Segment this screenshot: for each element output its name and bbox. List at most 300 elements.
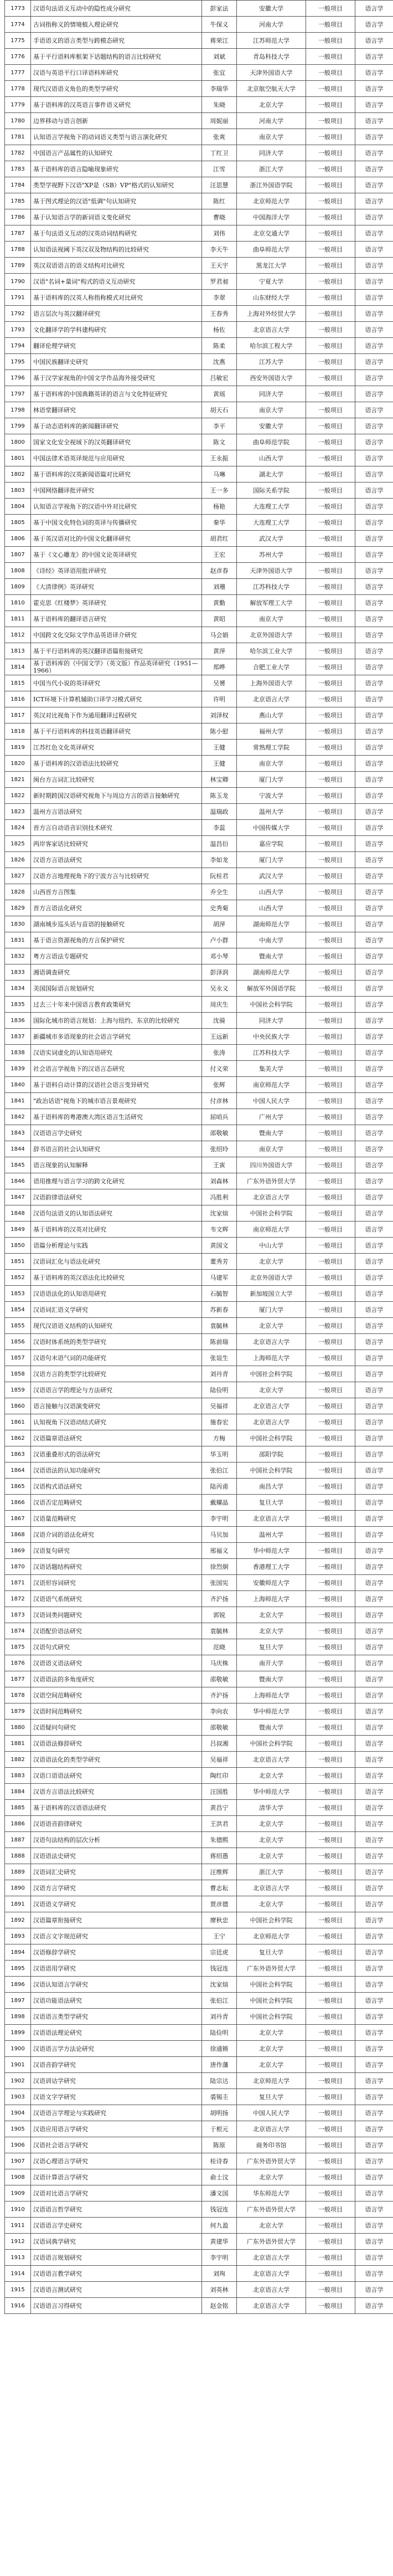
- project-title: 中国民族翻译史研究: [31, 354, 202, 370]
- project-number: 1779: [5, 97, 31, 113]
- project-number: 1837: [5, 1029, 31, 1045]
- principal-investigator: 苏新春: [202, 1302, 237, 1318]
- project-type: 一般项目: [306, 258, 355, 274]
- principal-investigator: 张辉: [202, 1077, 237, 1093]
- project-title: 汉语重叠形式的语法研究: [31, 1446, 202, 1463]
- discipline: 语言学: [355, 306, 393, 322]
- principal-investigator: 丁红卫: [202, 145, 237, 161]
- project-type: 一般项目: [306, 579, 355, 595]
- project-type: 一般项目: [306, 1, 355, 17]
- discipline: 语言学: [355, 1527, 393, 1543]
- table-row: [5, 386, 393, 402]
- project-title: 类型学视野下汉语"XP是（SB）VP"格式的认知研究: [31, 177, 202, 193]
- project-type: 一般项目: [306, 740, 355, 756]
- table-row: [5, 274, 393, 290]
- institution: 中山大学: [237, 1238, 306, 1254]
- project-title: 汉语对比语言学研究: [31, 2185, 202, 2202]
- project-number: 1916: [5, 2298, 31, 2314]
- institution: 广东外语外贸大学: [237, 1173, 306, 1189]
- table-row: [5, 1977, 393, 1993]
- project-title: 汉语篇章衔接研究: [31, 1912, 202, 1928]
- project-type: 一般项目: [306, 2202, 355, 2218]
- institution: 南京大学: [237, 129, 306, 145]
- project-type: 一般项目: [306, 1687, 355, 1703]
- table-row: [5, 1768, 393, 1784]
- project-number: 1909: [5, 2185, 31, 2202]
- project-number: 1866: [5, 1495, 31, 1511]
- project-title: 汉语句法语义的认知语法研究: [31, 1205, 202, 1222]
- project-title: 现代汉语语义结构的认知研究: [31, 1318, 202, 1334]
- project-number: 1906: [5, 2137, 31, 2153]
- project-title: "政治话语"视角下的城市语言景观研究: [31, 1093, 202, 1109]
- project-type: 一般项目: [306, 2282, 355, 2298]
- project-title: 基于平行语料库框架下话题结构的语言比较研究: [31, 49, 202, 65]
- discipline: 语言学: [355, 113, 393, 129]
- institution: 武汉大学: [237, 531, 306, 547]
- project-title: 边界移动与语言创新: [31, 113, 202, 129]
- institution: 同济大学: [237, 1013, 306, 1029]
- project-title: ICT环境下计算机辅助口译学习模式研究: [31, 691, 202, 707]
- project-type: 一般项目: [306, 1848, 355, 1864]
- discipline: 语言学: [355, 386, 393, 402]
- principal-investigator: 许明: [202, 691, 237, 707]
- project-type: 一般项目: [306, 483, 355, 499]
- table-row: [5, 932, 393, 948]
- project-number: 1899: [5, 2025, 31, 2041]
- discipline: 语言学: [355, 1446, 393, 1463]
- institution: 山西大学: [237, 884, 306, 900]
- discipline: 语言学: [355, 2298, 393, 2314]
- institution: 中国社会科学院: [237, 997, 306, 1013]
- discipline: 语言学: [355, 2234, 393, 2250]
- project-title: 手语语义的语言类型与跨模态研究: [31, 33, 202, 49]
- project-title: 语篇分析理论与实践: [31, 1238, 202, 1254]
- discipline: 语言学: [355, 756, 393, 772]
- table-row: [5, 2121, 393, 2137]
- discipline: 语言学: [355, 1045, 393, 1061]
- project-title: 汉语言文字规范研究: [31, 1928, 202, 1944]
- project-type: 一般项目: [306, 531, 355, 547]
- project-title: 汉语语言哲学研究: [31, 2202, 202, 2218]
- table-row: [5, 1189, 393, 1205]
- institution: 北京大学: [237, 1848, 306, 1864]
- project-title: 汉语语法理论研究: [31, 2025, 202, 2041]
- project-type: 一般项目: [306, 113, 355, 129]
- project-number: 1904: [5, 2105, 31, 2121]
- principal-investigator: 刘英林: [202, 2282, 237, 2298]
- table-row: [5, 1591, 393, 1607]
- project-number: 1888: [5, 1848, 31, 1864]
- table-row: [5, 1607, 393, 1623]
- discipline: 语言学: [355, 161, 393, 177]
- project-title: 国际化城市的语言规划：上海与纽约、东京的比较研究: [31, 1013, 202, 1029]
- principal-investigator: 陈文: [202, 434, 237, 450]
- table-row: [5, 659, 393, 675]
- principal-investigator: 周庆生: [202, 997, 237, 1013]
- institution: 北京大学: [237, 1607, 306, 1623]
- project-type: 一般项目: [306, 1912, 355, 1928]
- project-title: 汉语方言语法比较研究: [31, 1784, 202, 1800]
- discipline: 语言学: [355, 900, 393, 916]
- table-row: [5, 1398, 393, 1414]
- project-title: 中国法律术语英译规范与应用研究: [31, 450, 202, 466]
- project-type: 一般项目: [306, 1832, 355, 1848]
- project-number: 1897: [5, 1993, 31, 2009]
- project-type: 一般项目: [306, 1414, 355, 1430]
- project-title: 汉语篇章语法研究: [31, 1430, 202, 1446]
- discipline: 语言学: [355, 1752, 393, 1768]
- project-number: 1830: [5, 916, 31, 932]
- project-number: 1831: [5, 932, 31, 948]
- project-type: 一般项目: [306, 1382, 355, 1398]
- discipline: 语言学: [355, 129, 393, 145]
- project-title: 汉语语法的多角度研究: [31, 1671, 202, 1687]
- principal-investigator: 赵彦春: [202, 563, 237, 579]
- project-title: 新疆城市多语现象的社会语言学研究: [31, 1029, 202, 1045]
- principal-investigator: 裘锡圭: [202, 2089, 237, 2105]
- project-title: 汉语语法的认知功能研究: [31, 1463, 202, 1479]
- project-number: 1842: [5, 1109, 31, 1125]
- project-number: 1863: [5, 1446, 31, 1463]
- table-row: [5, 161, 393, 177]
- discipline: 语言学: [355, 2153, 393, 2169]
- institution: 西安外国语大学: [237, 370, 306, 386]
- project-title: 汉语文字学研究: [31, 2089, 202, 2105]
- institution: 复旦大学: [237, 2089, 306, 2105]
- project-type: 一般项目: [306, 1591, 355, 1607]
- project-number: 1907: [5, 2153, 31, 2169]
- project-type: 一般项目: [306, 820, 355, 836]
- project-title: 基于语料库的汉英人称指称模式对比研究: [31, 290, 202, 306]
- institution: 山西大学: [237, 900, 306, 916]
- table-row: [5, 788, 393, 804]
- institution: 清华大学: [237, 1800, 306, 1816]
- discipline: 语言学: [355, 258, 393, 274]
- table-row: [5, 852, 393, 868]
- project-type: 一般项目: [306, 370, 355, 386]
- principal-investigator: 王远新: [202, 1029, 237, 1045]
- project-type: 一般项目: [306, 1222, 355, 1238]
- discipline: 语言学: [355, 418, 393, 434]
- table-row: [5, 2202, 393, 2218]
- institution: 集美大学: [237, 1061, 306, 1077]
- project-type: 一般项目: [306, 2266, 355, 2282]
- institution: 北京师范大学: [237, 2073, 306, 2089]
- project-type: 一般项目: [306, 2121, 355, 2137]
- institution: 北京语言大学: [237, 1511, 306, 1527]
- institution: 厦门大学: [237, 772, 306, 788]
- table-row: [5, 1077, 393, 1093]
- project-title: 汉语方言地理视角下的宁波方言与比较研究: [31, 868, 202, 884]
- project-title: 汉语否定范畴研究: [31, 1495, 202, 1511]
- project-number: 1808: [5, 563, 31, 579]
- discipline: 语言学: [355, 1768, 393, 1784]
- project-number: 1814: [5, 659, 31, 675]
- institution: 上海对外经贸大学: [237, 306, 306, 322]
- project-number: 1833: [5, 964, 31, 981]
- institution: 同济大学: [237, 145, 306, 161]
- table-row: [5, 402, 393, 418]
- table-row: [5, 242, 393, 258]
- project-number: 1884: [5, 1784, 31, 1800]
- table-row: [5, 900, 393, 916]
- table-row: [5, 225, 393, 242]
- principal-investigator: 曹志耘: [202, 1880, 237, 1896]
- project-type: 一般项目: [306, 1029, 355, 1045]
- project-number: 1781: [5, 129, 31, 145]
- institution: 江苏科技大学: [237, 579, 306, 595]
- project-title: 基于语料库的粤港澳大湾区语言生活研究: [31, 1109, 202, 1125]
- project-title: 汉语与英语平行口译语料库研究: [31, 65, 202, 81]
- project-number: 1849: [5, 1222, 31, 1238]
- project-number: 1845: [5, 1157, 31, 1173]
- principal-investigator: 黄萍: [202, 643, 237, 659]
- project-type: 一般项目: [306, 242, 355, 258]
- discipline: 语言学: [355, 354, 393, 370]
- project-title: 认知视角下汉语动结式研究: [31, 1414, 202, 1430]
- project-type: 一般项目: [306, 1254, 355, 1270]
- project-type: 一般项目: [306, 1366, 355, 1382]
- project-type: 一般项目: [306, 788, 355, 804]
- discipline: 语言学: [355, 1655, 393, 1671]
- project-number: 1792: [5, 306, 31, 322]
- project-type: 一般项目: [306, 948, 355, 964]
- discipline: 语言学: [355, 2105, 393, 2121]
- project-title: 汉语语义学研究: [31, 1896, 202, 1912]
- principal-investigator: 刘丹青: [202, 2009, 237, 2025]
- principal-investigator: 罗君昶: [202, 274, 237, 290]
- discipline: 语言学: [355, 788, 393, 804]
- principal-investigator: 周妮丽: [202, 113, 237, 129]
- principal-investigator: 王一多: [202, 483, 237, 499]
- project-type: 一般项目: [306, 1928, 355, 1944]
- discipline: 语言学: [355, 740, 393, 756]
- institution: 北京师范大学: [237, 193, 306, 209]
- project-title: 晋方言自动语音识别技术研究: [31, 820, 202, 836]
- project-number: 1838: [5, 1045, 31, 1061]
- principal-investigator: 黄瑶: [202, 386, 237, 402]
- principal-investigator: 贾彦德: [202, 1896, 237, 1912]
- project-number: 1782: [5, 145, 31, 161]
- discipline: 语言学: [355, 1575, 393, 1591]
- table-row: [5, 2282, 393, 2298]
- project-title: 汉语"名词+量词"构式的语义互动研究: [31, 274, 202, 290]
- project-number: 1867: [5, 1511, 31, 1527]
- project-number: 1864: [5, 1463, 31, 1479]
- project-type: 一般项目: [306, 2185, 355, 2202]
- project-number: 1865: [5, 1479, 31, 1495]
- institution: 安徽大学: [237, 418, 306, 434]
- table-row: [5, 1880, 393, 1896]
- principal-investigator: 马琳: [202, 466, 237, 483]
- institution: 北京大学: [237, 2025, 306, 2041]
- discipline: 语言学: [355, 49, 393, 65]
- table-row: [5, 1205, 393, 1222]
- institution: 湖北大学: [237, 466, 306, 483]
- principal-investigator: 廖秋忠: [202, 1912, 237, 1928]
- principal-investigator: 陈玉龙: [202, 788, 237, 804]
- project-title: 中国网络翻译批评研究: [31, 483, 202, 499]
- project-title: 基于语料库的中国典籍英译的语言与文化特征研究: [31, 386, 202, 402]
- table-row: [5, 2153, 393, 2169]
- principal-investigator: 刘丹青: [202, 1366, 237, 1382]
- project-type: 一般项目: [306, 1720, 355, 1736]
- project-type: 一般项目: [306, 1463, 355, 1479]
- project-title: 基于语料库的英汉语法化比较研究: [31, 1270, 202, 1286]
- discipline: 语言学: [355, 611, 393, 627]
- project-number: 1778: [5, 81, 31, 97]
- institution: 上海师范大学: [237, 1591, 306, 1607]
- project-title: 山西晋方言图集: [31, 884, 202, 900]
- table-row: [5, 804, 393, 820]
- project-number: 1871: [5, 1575, 31, 1591]
- institution: 北京语言大学: [237, 1334, 306, 1350]
- table-row: [5, 1639, 393, 1655]
- principal-investigator: 马建军: [202, 1270, 237, 1286]
- project-number: 1805: [5, 515, 31, 531]
- table-row: [5, 499, 393, 515]
- project-number: 1802: [5, 466, 31, 483]
- principal-investigator: 秦华: [202, 515, 237, 531]
- table-row: [5, 483, 393, 499]
- principal-investigator: 李平: [202, 418, 237, 434]
- principal-investigator: 牛保义: [202, 17, 237, 33]
- project-title: 基于动态语料库的新闻翻译研究: [31, 418, 202, 434]
- table-row: [5, 1254, 393, 1270]
- principal-investigator: 蒋绍愚: [202, 1848, 237, 1864]
- project-title: 汉语口语语法研究: [31, 1768, 202, 1784]
- principal-investigator: 邢福义: [202, 1543, 237, 1559]
- discipline: 语言学: [355, 1, 393, 17]
- table-row: [5, 1832, 393, 1848]
- project-type: 一般项目: [306, 1655, 355, 1671]
- project-title: 汉语句法语义互动中的隐性成分研究: [31, 1, 202, 17]
- discipline: 语言学: [355, 1832, 393, 1848]
- project-type: 一般项目: [306, 1045, 355, 1061]
- institution: 香港理工大学: [237, 1559, 306, 1575]
- project-number: 1777: [5, 65, 31, 81]
- table-row: [5, 627, 393, 643]
- discipline: 语言学: [355, 1848, 393, 1864]
- principal-investigator: 袁毓林: [202, 1318, 237, 1334]
- table-row: [5, 691, 393, 707]
- principal-investigator: 沈家煊: [202, 1205, 237, 1222]
- discipline: 语言学: [355, 1286, 393, 1302]
- discipline: 语言学: [355, 1800, 393, 1816]
- principal-investigator: 胡君红: [202, 531, 237, 547]
- discipline: 语言学: [355, 1318, 393, 1334]
- institution: 北京大学: [237, 97, 306, 113]
- discipline: 语言学: [355, 1720, 393, 1736]
- table-row: [5, 1848, 393, 1864]
- discipline: 语言学: [355, 723, 393, 740]
- principal-investigator: 董秀芳: [202, 1254, 237, 1270]
- project-type: 一般项目: [306, 1543, 355, 1559]
- discipline: 语言学: [355, 579, 393, 595]
- project-type: 一般项目: [306, 81, 355, 97]
- project-title: 古词指称义的情境植入理论研究: [31, 17, 202, 33]
- institution: 南昌大学: [237, 1479, 306, 1495]
- principal-investigator: 刘伟: [202, 225, 237, 242]
- project-type: 一般项目: [306, 916, 355, 932]
- project-title: 国家文化安全视域下的汉英翻译研究: [31, 434, 202, 450]
- principal-investigator: 马会娟: [202, 627, 237, 643]
- table-row: [5, 2185, 393, 2202]
- table-row: [5, 1896, 393, 1912]
- discipline: 语言学: [355, 338, 393, 354]
- table-row: [5, 49, 393, 65]
- discipline: 语言学: [355, 1511, 393, 1527]
- table-row: [5, 531, 393, 547]
- discipline: 语言学: [355, 1334, 393, 1350]
- table-row: [5, 1446, 393, 1463]
- discipline: 语言学: [355, 916, 393, 932]
- project-number: 1799: [5, 418, 31, 434]
- project-type: 一般项目: [306, 515, 355, 531]
- discipline: 语言学: [355, 370, 393, 386]
- project-number: 1812: [5, 627, 31, 643]
- project-type: 一般项目: [306, 2089, 355, 2105]
- project-title: 语言接触与汉语演变研究: [31, 1398, 202, 1414]
- project-type: 一般项目: [306, 1752, 355, 1768]
- discipline: 语言学: [355, 707, 393, 723]
- discipline: 语言学: [355, 466, 393, 483]
- principal-investigator: 韦文辉: [202, 1222, 237, 1238]
- project-number: 1913: [5, 2250, 31, 2266]
- principal-investigator: 李宇明: [202, 1511, 237, 1527]
- principal-investigator: 齐沪扬: [202, 1591, 237, 1607]
- institution: 中国社会科学院: [237, 2009, 306, 2025]
- table-row: [5, 1655, 393, 1671]
- project-title: 现代汉语语义角色的类型学研究: [31, 81, 202, 97]
- discipline: 语言学: [355, 1543, 393, 1559]
- principal-investigator: 王永振: [202, 450, 237, 466]
- institution: 邵阳学院: [237, 1446, 306, 1463]
- discipline: 语言学: [355, 193, 393, 209]
- project-type: 一般项目: [306, 2218, 355, 2234]
- project-number: 1819: [5, 740, 31, 756]
- table-row: [5, 1125, 393, 1141]
- principal-investigator: 刘森林: [202, 1173, 237, 1189]
- project-number: 1795: [5, 354, 31, 370]
- discipline: 语言学: [355, 2185, 393, 2202]
- table-row: [5, 1141, 393, 1157]
- principal-investigator: 曹晓: [202, 209, 237, 225]
- project-title: 基于英汉语对比的中国文化翻译研究: [31, 531, 202, 547]
- institution: 江苏大学: [237, 354, 306, 370]
- project-number: 1891: [5, 1896, 31, 1912]
- institution: 上海师范大学: [237, 1350, 306, 1366]
- project-number: 1902: [5, 2073, 31, 2089]
- project-type: 一般项目: [306, 1623, 355, 1639]
- principal-investigator: 胡天石: [202, 402, 237, 418]
- project-number: 1783: [5, 161, 31, 177]
- project-type: 一般项目: [306, 354, 355, 370]
- table-row: [5, 579, 393, 595]
- project-type: 一般项目: [306, 2009, 355, 2025]
- discipline: 语言学: [355, 932, 393, 948]
- institution: 新加坡国立大学: [237, 1286, 306, 1302]
- project-title: 汉语语法史研究: [31, 1848, 202, 1864]
- project-title: 汉语词类问题研究: [31, 1607, 202, 1623]
- project-title: 英汉双语语言的语义结构对比研究: [31, 258, 202, 274]
- discipline: 语言学: [355, 2202, 393, 2218]
- principal-investigator: 付义荣: [202, 1061, 237, 1077]
- project-title: 汉语语言学的理论与方法研究: [31, 1382, 202, 1398]
- principal-investigator: 邓小琴: [202, 948, 237, 964]
- project-title: 粤方言语法专题研究: [31, 948, 202, 964]
- principal-investigator: 朱晓: [202, 97, 237, 113]
